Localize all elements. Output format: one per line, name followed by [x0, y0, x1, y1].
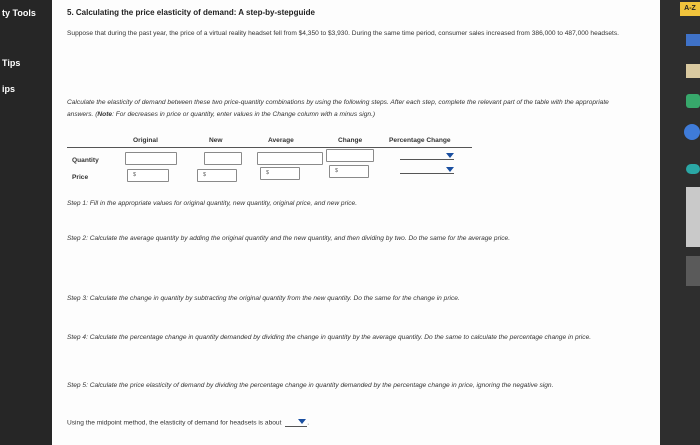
step-1: Step 1: Fill in the appropriate values for original quantity, new quantity, original price, and new price. — [67, 200, 358, 207]
chevron-down-icon — [298, 419, 306, 424]
instructions-note-label: Note — [97, 111, 113, 118]
left-sidebar — [0, 0, 52, 445]
app-icon[interactable] — [686, 94, 700, 108]
question-panel — [52, 0, 660, 445]
header-change: Change — [338, 137, 363, 144]
question-title: 5. Calculating the price elasticity of demand: A step-by-stepguide — [67, 8, 315, 17]
step-4: Step 4: Calculate the percentage change in quantity demanded by dividing the change in quantity by the average quantity. Do the same to calculate the percentage change in price. — [67, 334, 592, 341]
quantity-percent-change-dropdown[interactable] — [400, 150, 454, 160]
quantity-change-input[interactable] — [326, 149, 374, 162]
final-period: . — [307, 419, 310, 427]
quantity-original-input[interactable] — [125, 152, 177, 165]
price-percent-change-dropdown[interactable] — [400, 164, 454, 174]
final-answer-text: Using the midpoint method, the elasticity of demand for headsets is about — [67, 419, 282, 427]
instructions-note: : For decreases in price or quantity, enter values in the Change column with a minus sign.) — [112, 111, 376, 118]
chevron-down-icon — [446, 153, 454, 158]
row-label-price: Price — [72, 174, 89, 181]
sidebar-item-tips[interactable]: Tips — [2, 58, 21, 68]
panel-thumbnail[interactable] — [686, 187, 700, 247]
row-label-quantity: Quantity — [72, 157, 99, 164]
book-icon[interactable] — [686, 34, 700, 46]
right-toolbar — [660, 0, 700, 445]
step-2: Step 2: Calculate the average quantity by adding the original quantity and the new quantity, and then dividing by two. Do the same for the average price. — [67, 235, 511, 242]
header-percentage-change: Percentage Change — [389, 137, 451, 144]
sidebar-item-tools[interactable]: ty Tools — [2, 8, 36, 18]
price-average-input[interactable]: $ — [260, 167, 300, 180]
price-original-input[interactable]: $ — [127, 169, 169, 182]
instructions-main: Calculate the elasticity of demand between these two price-quantity combinations by using the following steps. After each step, complete the relevant part of the table with the appropriate answers. ( — [67, 99, 609, 118]
header-original: Original — [133, 137, 158, 144]
final-answer-line — [67, 418, 309, 427]
sidebar-item-ips[interactable]: ips — [2, 84, 16, 94]
profile-icon[interactable] — [684, 124, 700, 140]
image-icon[interactable] — [686, 64, 700, 78]
elasticity-table — [67, 137, 477, 187]
price-change-input[interactable]: $ — [329, 165, 369, 178]
price-new-input[interactable]: $ — [197, 169, 237, 182]
scrollbar-thumb[interactable] — [686, 256, 700, 286]
instructions — [67, 97, 637, 121]
header-new: New — [209, 137, 223, 144]
step-3: Step 3: Calculate the change in quantity by subtracting the original quantity from the new quantity. Do the same for the change in price. — [67, 295, 460, 302]
header-average: Average — [268, 137, 294, 144]
elasticity-answer-dropdown[interactable] — [285, 418, 310, 427]
quantity-average-input[interactable] — [257, 152, 323, 165]
question-intro: Suppose that during the past year, the price of a virtual reality headset fell from $4,350 to $3,930. During the same time period, consumer sales increased from 386,000 to 487,000 headsets. — [67, 30, 620, 37]
glossary-az-button[interactable]: A-Z — [680, 2, 700, 16]
quantity-new-input[interactable] — [204, 152, 242, 165]
chevron-down-icon — [446, 167, 454, 172]
toggle-icon[interactable] — [686, 164, 700, 174]
header-divider — [67, 147, 472, 148]
step-5: Step 5: Calculate the price elasticity of demand by dividing the percentage change in quantity demanded by the percentage change in price, ignoring the negative sign. — [67, 382, 554, 389]
